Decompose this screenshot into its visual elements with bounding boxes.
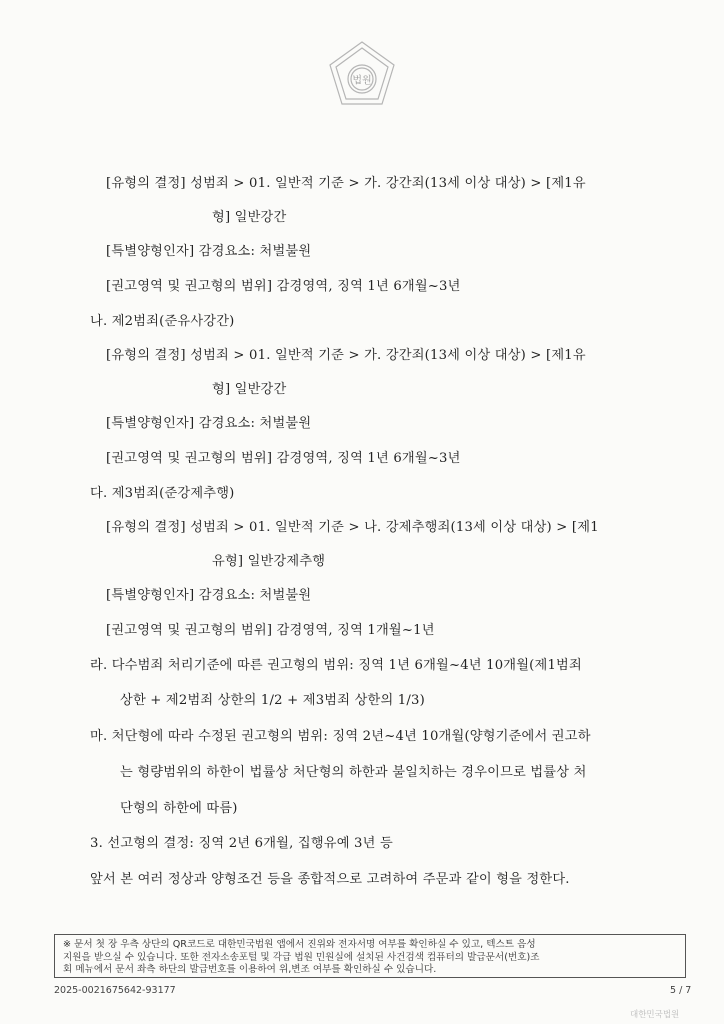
body-line: [권고영역 및 권고형의 범위] 감경영역, 징역 1년 6개월~3년 (106, 279, 461, 294)
notice-line: 회 메뉴에서 문서 좌측 하단의 발급번호를 이용하여 위,변조 여부를 확인하실 수 있습니다. (63, 964, 437, 976)
seal-text: 법원 (352, 75, 372, 87)
issue-number: 2025-0021675642-93177 (54, 985, 176, 996)
court-seal-emblem (325, 38, 399, 112)
body-line: [권고영역 및 권고형의 범위] 감경영역, 징역 1년 6개월~3년 (106, 451, 461, 466)
section-heading: 마. 처단형에 따라 수정된 권고형의 범위: 징역 2년~4년 10개월(양형기준에서 권고하 (90, 729, 591, 744)
verification-notice-box (54, 934, 686, 978)
conclusion-line: 앞서 본 여러 정상과 양형조건 등을 종합적으로 고려하여 주문과 같이 형을 정한다. (90, 872, 570, 887)
page-number: 5 / 7 (670, 985, 692, 996)
body-line: 형] 일반강간 (212, 382, 287, 397)
section-heading: 다. 제3범죄(준강제추행) (90, 486, 235, 501)
body-line: [유형의 결정] 성범죄 > 01. 일반적 기준 > 가. 강간죄(13세 이상 대상) > [제1유 (106, 348, 586, 363)
body-line: [권고영역 및 권고형의 범위] 감경영역, 징역 1개월~1년 (106, 623, 435, 638)
notice-line: 지원을 받으실 수 있습니다. 또한 전자소송포털 및 각급 법원 민원실에 설치된 사건검색 컴퓨터의 발급문서(번호)조 (63, 951, 540, 963)
body-line: [특별양형인자] 감경요소: 처벌불원 (106, 588, 312, 603)
body-line: 상한 + 제2범죄 상한의 1/2 + 제3범죄 상한의 1/3) (120, 693, 425, 708)
body-line: [특별양형인자] 감경요소: 처벌불원 (106, 244, 312, 259)
section-heading: 라. 다수범죄 처리기준에 따른 권고형의 범위: 징역 1년 6개월~4년 10개월(제1범죄 (90, 658, 582, 673)
section-heading: 3. 선고형의 결정: 징역 2년 6개월, 집행유예 3년 등 (90, 836, 393, 851)
notice-line: ※ 문서 첫 장 우측 상단의 QR코드로 대한민국법원 앱에서 진위와 전자서명 여부를 확인하실 수 있고, 텍스트 음성 (63, 939, 536, 950)
court-watermark-text: 대한민국법원 (630, 1010, 680, 1020)
section-heading: 나. 제2범죄(준유사강간) (90, 314, 235, 329)
body-line: 단형의 하한에 따름) (120, 801, 238, 816)
body-line: 형] 일반강간 (212, 210, 287, 225)
body-line: [특별양형인자] 감경요소: 처벌불원 (106, 416, 312, 431)
body-line: [유형의 결정] 성범죄 > 01. 일반적 기준 > 가. 강간죄(13세 이상 대상) > [제1유 (106, 176, 586, 191)
body-line: 는 형량범위의 하한이 법률상 처단형의 하한과 불일치하는 경우이므로 법률상 처 (120, 765, 587, 780)
body-line: [유형의 결정] 성범죄 > 01. 일반적 기준 > 나. 강제추행죄(13세 이상 대상) > [제1 (106, 520, 599, 535)
body-line: 유형] 일반강제추행 (212, 554, 326, 569)
